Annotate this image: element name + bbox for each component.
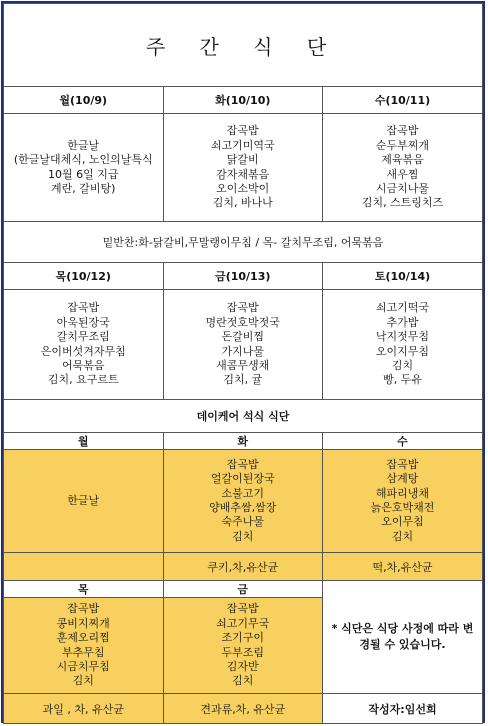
menu-cell-mon	[4, 114, 164, 222]
menu-item: 김치, 바나나	[212, 196, 273, 210]
menu-item: 계란, 갈비탕)	[51, 181, 116, 195]
menu-item: 아욱된장국	[56, 315, 110, 329]
weekly-menu-sheet	[1, 1, 485, 723]
notice-cell	[323, 581, 483, 694]
author-label: 작성자:임선희	[323, 694, 483, 724]
menu-item: 조기구이	[221, 631, 264, 645]
day-header-mon: 월(10/9)	[4, 87, 164, 114]
menu-item: 오이무침	[381, 515, 424, 529]
daycare-header-mon: 월	[4, 433, 164, 450]
menu-item: 10월 6일 지급	[48, 167, 119, 181]
daycare-header-wed: 수	[323, 433, 483, 450]
menu-cell-tue	[163, 114, 323, 222]
menu-item: 해파리냉채	[375, 486, 430, 500]
day-header-wed: 수(10/11)	[323, 87, 483, 114]
menu-item: 얼갈이된장국	[210, 472, 275, 486]
menu-item: 잡곡밥	[226, 457, 259, 471]
daycare-snack-mon	[4, 553, 164, 581]
daycare-menu-wed	[323, 450, 483, 553]
menu-item: 새콤무생채	[216, 358, 270, 372]
daycare-menu-mon	[4, 450, 164, 553]
menu-item: 훈제오리찜	[56, 631, 110, 645]
day-header-fri: 금(10/13)	[163, 263, 323, 290]
menu-item: 늙은호박채전	[370, 501, 435, 514]
menu-item: 가지나물	[221, 344, 264, 358]
page-title: 주 간 식 단	[4, 4, 483, 87]
menu-item: 갈치무조림	[56, 330, 110, 344]
menu-item: 삼계탕	[386, 472, 419, 486]
daycare-snack-fri: 견과류,차, 유산균	[163, 694, 323, 724]
daycare-menu-tue	[163, 450, 323, 553]
menu-item: 잡곡밥	[386, 124, 419, 138]
daycare-header-tue: 화	[163, 433, 323, 450]
menu-cell-sat	[323, 290, 483, 400]
menu-item: 잡곡밥	[226, 124, 259, 138]
menu-item: 김치	[232, 529, 254, 543]
menu-item: 김치, 귤	[223, 373, 263, 387]
menu-item: 콩비지찌개	[56, 616, 110, 630]
menu-item: 잡곡밥	[67, 602, 100, 616]
menu-change-notice: * 식단은 식당 사정에 따라 변경될 수 있습니다.	[331, 622, 474, 651]
menu-cell-wed	[323, 114, 483, 222]
menu-item: 한글날	[67, 138, 100, 152]
menu-item: 제육볶음	[381, 153, 424, 167]
menu-item: 감자채볶음	[216, 167, 270, 181]
menu-item: 돈갈비찜	[221, 330, 264, 344]
daycare-snack-wed: 떡,차,유산균	[323, 553, 483, 581]
menu-item: 순두부찌개	[375, 138, 430, 152]
menu-item: 추가밥	[386, 315, 419, 329]
menu-item: 잡곡밥	[226, 602, 259, 616]
menu-item: 은이버섯겨자무침	[40, 344, 126, 358]
daycare-header-thu: 목	[4, 581, 164, 598]
menu-item: 쇠고기미역국	[210, 138, 275, 152]
menu-table	[3, 3, 483, 724]
daycare-header-fri: 금	[163, 581, 323, 598]
day-header-thu: 목(10/12)	[4, 263, 164, 290]
menu-item: 부추무침	[61, 645, 105, 659]
menu-item: 김치	[391, 358, 414, 372]
menu-item: 닭갈비	[226, 153, 259, 167]
menu-item: 낙지젓무침	[375, 330, 430, 344]
side-dish-note: 밑반찬:화-닭갈비,무말랭이무침 / 목- 갈치무조림, 어묵볶음	[4, 222, 483, 263]
menu-item: 잡곡밥	[386, 457, 419, 471]
menu-item: (한글날대체식, 노인의날특식	[13, 153, 153, 167]
menu-item: 명란젓호박젓국	[205, 315, 280, 329]
menu-item: 오이소박이	[216, 181, 270, 195]
menu-item: 양배추쌈,쌈장	[209, 501, 277, 514]
daycare-snack-thu: 과일 , 차, 유산균	[4, 694, 164, 724]
menu-cell-fri	[163, 290, 323, 400]
menu-item: 시금치나물	[375, 181, 430, 195]
menu-item: 잡곡밥	[67, 301, 100, 315]
menu-item: 쇠고기떡국	[375, 301, 430, 315]
daycare-snack-tue: 쿠키,차,유산균	[163, 553, 323, 581]
menu-item: 한글날	[67, 493, 100, 507]
menu-item: 숙주나물	[221, 515, 264, 529]
menu-item: 김치	[72, 674, 94, 688]
daycare-menu-fri	[163, 598, 323, 694]
menu-item: 어묵볶음	[61, 358, 105, 372]
menu-item: 김치	[232, 674, 254, 688]
menu-item: 소불고기	[221, 486, 264, 500]
menu-item: 시금치무침	[56, 659, 110, 673]
menu-item: 김치, 요구르트	[47, 373, 119, 387]
menu-item: 김치	[391, 529, 414, 543]
day-header-sat: 토(10/14)	[323, 263, 483, 290]
menu-item: 오이지무침	[375, 344, 430, 358]
menu-cell-thu	[4, 290, 164, 400]
day-header-tue: 화(10/10)	[163, 87, 323, 114]
daycare-menu-thu	[4, 598, 164, 694]
menu-item: 새우찜	[386, 167, 419, 181]
menu-item: 김자반	[226, 659, 259, 673]
menu-item: 빵, 두유	[383, 373, 422, 387]
menu-item: 쇠고기무국	[216, 616, 270, 630]
menu-item: 잡곡밥	[226, 301, 259, 315]
menu-item: 두부조림	[221, 645, 264, 659]
menu-item: 김치, 스트링치즈	[361, 196, 444, 210]
daycare-section-title: 데이케어 석식 식단	[4, 400, 483, 433]
